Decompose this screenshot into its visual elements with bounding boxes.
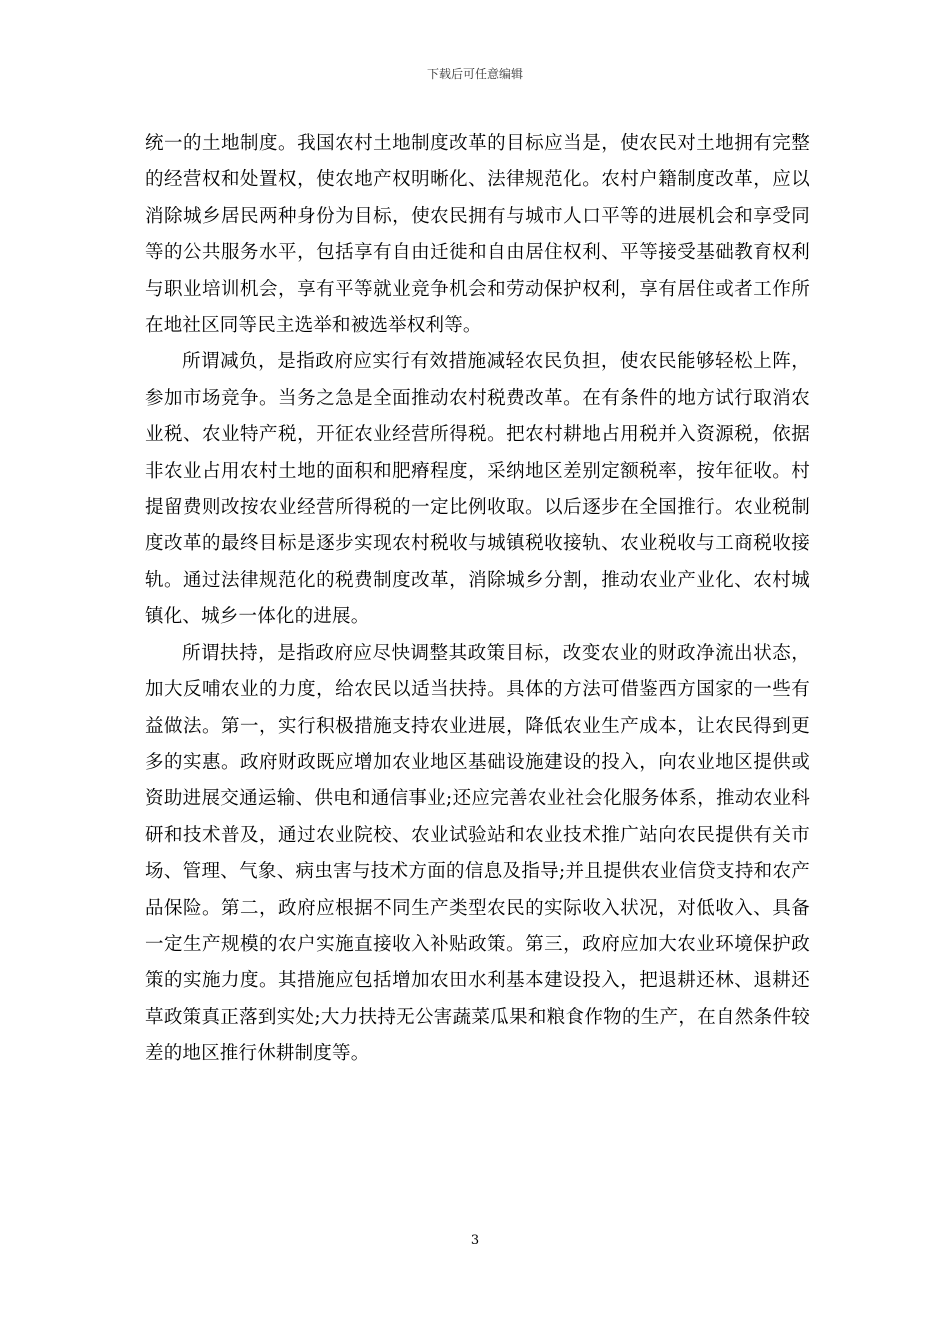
paragraph-land-reform: 统一的土地制度。我国农村土地制度改革的目标应当是，使农民对土地拥有完整的经营权和处置权，使农地产权明晰化、法律规范化。农村户籍制度改革，应以消除城乡居民两种身份为目标，使农民拥有与城市人口平等的进展机会和享受同等的公共服务水平，包括享有自由迁徙和自由居住权利、平等接受基础教育权利与职业培训机会，享有平等就业竞争机会和劳动保护权利，享有居住或者工作所在地社区同等民主选举和被选举权利等。 <box>145 133 810 337</box>
page-header: 下载后可任意编辑 <box>426 67 523 81</box>
document-body <box>145 126 810 1073</box>
page-number: 3 <box>470 1233 480 1248</box>
paragraph-burden-reduction: 所谓减负，是指政府应实行有效措施减轻农民负担，使农民能够轻松上阵，参加市场竞争。当务之急是全面推动农村税费改革。在有条件的地方试行取消农业税、农业特产税，开征农业经营所得税。把农村耕地占用税并入资源税，依据非农业占用农村土地的面积和肥瘠程度，采纳地区差别定额税率，按年征收。村提留费则改按农业经营所得税的一定比例收取。以后逐步在全国推行。农业税制度改革的最终目标是逐步实现农村税收与城镇税收接轨、农业税收与工商税收接轨。通过法律规范化的税费制度改革，消除城乡分割，推动农业产业化、农村城镇化、城乡一体化的进展。 <box>145 351 810 628</box>
paragraph-support-policy: 所谓扶持，是指政府应尽快调整其政策目标，改变农业的财政净流出状态，加大反哺农业的力度，给农民以适当扶持。具体的方法可借鉴西方国家的一些有益做法。第一，实行积极措施支持农业进展，降低农业生产成本，让农民得到更多的实惠。政府财政既应增加农业地区基础设施建设的投入，向农业地区提供或资助进展交通运输、供电和通信事业;还应完善农业社会化服务体系，推动农业科研和技术普及，通过农业院校、农业试验站和农业技术推广站向农民提供有关市场、管理、气象、病虫害与技术方面的信息及指导;并且提供农业信贷支持和农产品保险。第二，政府应根据不同生产类型农民的实际收入状况，对低收入、具备一定生产规模的农户实施直接收入补贴政策。第三，政府应加大农业环境保护政策的实施力度。其措施应包括增加农田水利基本建设投入，把退耕还林、退耕还草政策真正落到实处;大力扶持无公害蔬菜瓜果和粮食作物的生产，在自然条件较差的地区推行休耕制度等。 <box>145 642 810 1065</box>
